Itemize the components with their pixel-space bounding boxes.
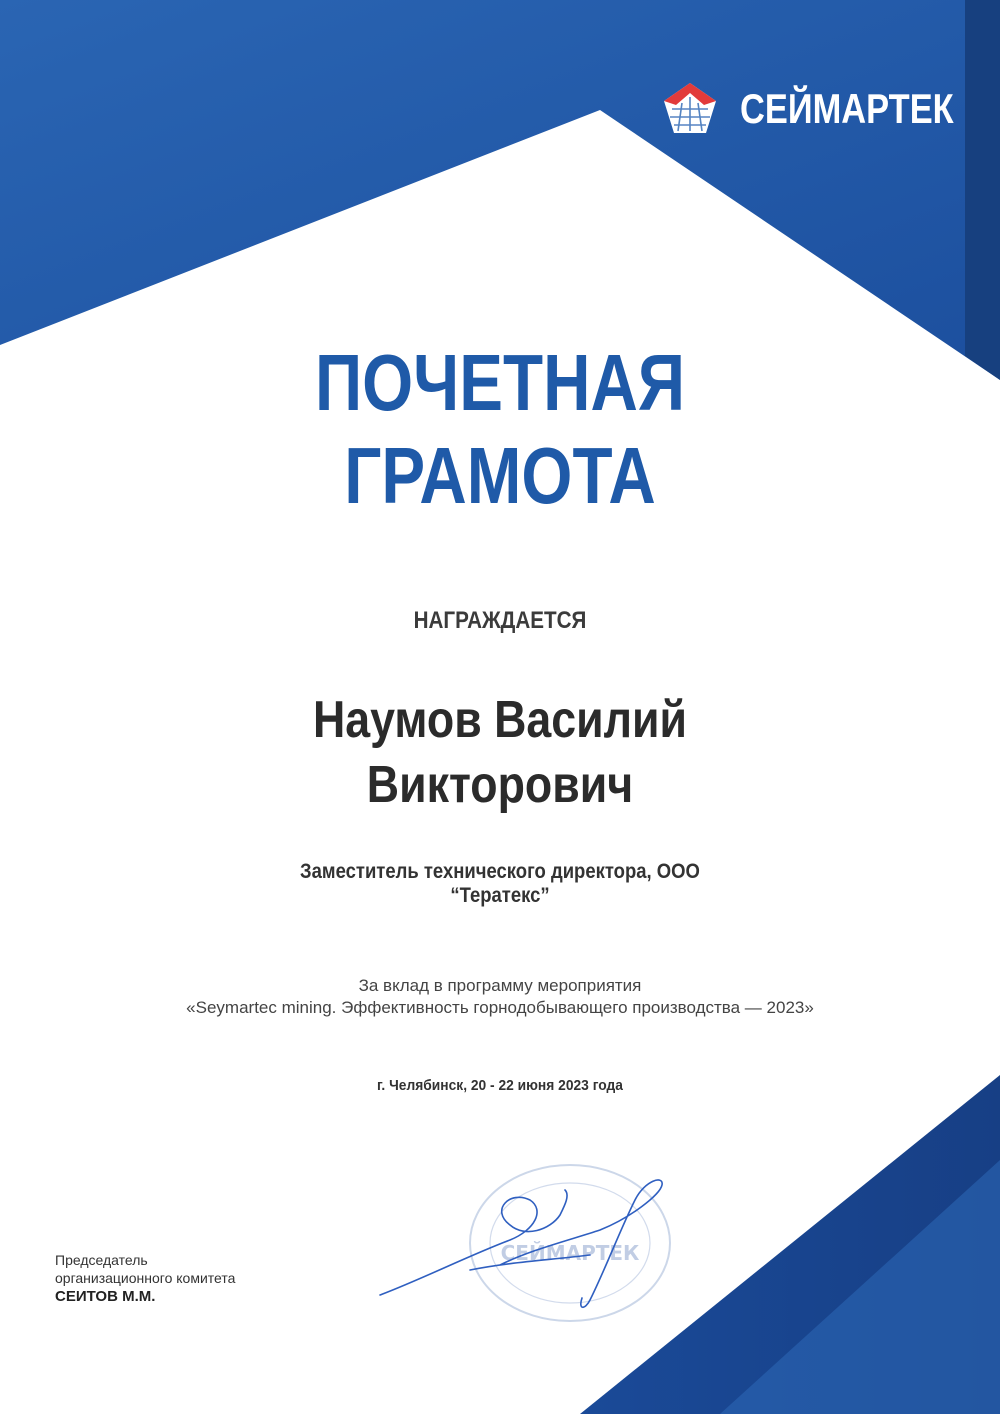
top-blue-band	[0, 0, 1000, 380]
right-dark-band	[965, 0, 1000, 380]
award-reason-line1: За вклад в программу мероприятия	[358, 976, 642, 995]
recipient-name-line1: Наумов Василий	[312, 691, 688, 749]
brand-name: СЕЙМАРТЕК	[740, 85, 954, 132]
signatory-name: СЕИТОВ М.М.	[55, 1288, 156, 1305]
signatory-title-line2: организационного комитета	[55, 1270, 236, 1286]
signatory-block	[55, 1251, 235, 1307]
certificate-title-line2: ГРАМОТА	[344, 431, 656, 520]
handwritten-signature	[360, 1170, 680, 1320]
award-reason-line2: «Seymartec mining. Эффективность горнодобывающего производства — 2023»	[186, 998, 814, 1017]
stamp-text: СЕЙМАРТЕК	[500, 1241, 640, 1265]
recipient-position-line1: Заместитель технического директора, ООО	[300, 860, 700, 883]
brand-header	[660, 78, 960, 140]
recipient-name-line2: Викторович	[366, 756, 634, 814]
certificate-title-line1: ПОЧЕТНАЯ	[315, 338, 685, 427]
place-and-date: г. Челябинск, 20 - 22 июня 2023 года	[377, 1077, 623, 1094]
seymartec-logo-icon	[660, 79, 720, 139]
signatory-title-line1: Председатель	[55, 1252, 148, 1268]
recipient-position-line2: “Тератекс”	[450, 884, 550, 907]
awarded-label: НАГРАЖДАЕТСЯ	[413, 607, 587, 634]
